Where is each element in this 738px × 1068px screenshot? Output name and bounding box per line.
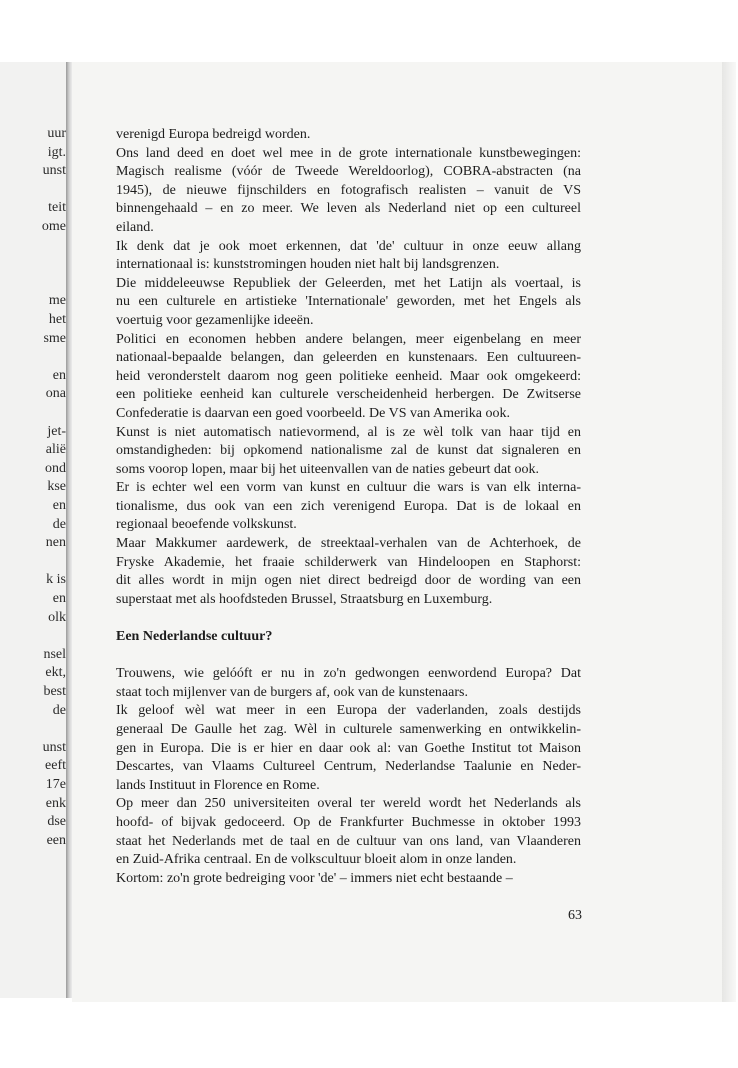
text-line: Ons land deed en doet wel mee in de grote internationale kunstbewegingen: [116, 145, 581, 161]
left-page-fragment: nsel [43, 646, 66, 662]
text-line: Magisch realisme (vóór de Tweede Wereldoorlog), COBRA-abstracten (na [116, 164, 581, 180]
left-page-fragment: een [46, 832, 66, 848]
text-line: Ik denk dat je ook moet erkennen, dat 'de' cultuur in onze eeuw allang [116, 238, 581, 254]
left-page-fragment: en [52, 591, 66, 606]
text-line: 1945), de nieuwe fijnschilders en fotografisch realisten – vanuit de VS [116, 182, 581, 198]
left-page-fragment: igt. [47, 144, 66, 160]
left-page-fragment: ome [41, 219, 66, 234]
left-page-fragment: nen [45, 535, 66, 551]
text-line: superstaat met als hoofdsteden Brussel, Straatsburg en Luxemburg. [116, 591, 493, 607]
text-line: Ik geloof wèl wat meer in een Europa der vaderlanden, zoals destijds [116, 703, 581, 719]
left-page-fragment: best [43, 684, 66, 699]
left-page-fragment: ond [45, 460, 66, 476]
text-line: soms voorop lopen, maar bij het uiteenvallen van de naties gebeurt dat ook. [116, 461, 539, 477]
left-page-fragment: teit [48, 200, 66, 216]
text-line: Er is echter wel een vorm van kunst en cultuur die wars is van elk interna- [116, 480, 581, 496]
page-number: 63 [568, 908, 582, 923]
text-line: een politieke eenheid kan culturele verscheidenheid herbergen. De Zwitserse [116, 387, 581, 403]
text-line: omstandigheden: bij opkomend nationalisme zal de kunst dat signaleren en [116, 443, 581, 459]
page-edge [722, 62, 736, 1002]
text-line: Trouwens, wie gelóóft er nu in zo'n gedwongen eenwordend Europa? Dat [116, 666, 581, 682]
left-page-fragment: en [52, 498, 66, 513]
left-page-fragment: ekt, [45, 665, 66, 681]
text-line: Fryske Akademie, het fraaie schilderwerk van Hindeloopen en Staphorst: [116, 554, 581, 570]
text-line: binnengehaald – en zo meer. We leven als Nederland niet op een cultureel [116, 201, 581, 217]
section-heading: Een Nederlandse cultuur? [116, 629, 273, 645]
text-line: internationaal is: kunststromingen houden niet halt bij landsgrenzen. [116, 257, 500, 273]
left-page-fragment: unst [42, 163, 66, 179]
left-page-fragment: alië [45, 442, 66, 458]
text-line: Op meer dan 250 universiteiten overal ter wereld wordt het Nederlands als [116, 796, 581, 812]
left-page-fragment: dse [47, 814, 66, 830]
text-line: Politici en economen hebben andere belangen, meer eigenbelang en meer [116, 331, 581, 347]
text-line: en Zuid-Afrika centraal. En de volkscultuur bloeit alom in onze landen. [116, 852, 517, 868]
text-line: Kunst is niet automatisch natievormend, al is ze wèl tolk van haar tijd en [116, 424, 581, 440]
left-page-fragment: enk [45, 795, 66, 811]
text-line: heid veronderstelt daarom nog geen politieke eenheid. Maar ook omgekeerd: [116, 368, 581, 384]
left-page-fragment: uur [47, 126, 66, 141]
left-page-fragment: me [48, 293, 66, 309]
text-line: lands Instituut in Florence en Rome. [116, 777, 320, 793]
left-page-fragment: unst [42, 739, 66, 755]
text-line: regionaal beoefende volkskunst. [116, 517, 297, 533]
text-line: hoofd- of bijvak gedoceerd. Op de Frankfurter Buchmesse in oktober 1993 [116, 814, 581, 830]
text-line: staat het Nederlands met de taal en de cultuur van ons land, van Vlaanderen [116, 833, 581, 849]
text-line: Die middeleeuwse Republiek der Geleerden, met het Latijn als voertaal, is [116, 275, 581, 291]
text-line: nationaal-bepaalde belangen, dan geleerden en kunstenaars. Een cultuureen- [116, 350, 581, 366]
left-page-fragment: het [48, 312, 66, 327]
text-line: tionalisme, dus ook van een zich verenigend Europa. Dat is de lokaal en [116, 498, 581, 514]
text-line: verenigd Europa bedreigd worden. [116, 127, 311, 142]
left-page-fragment: eeft [45, 758, 66, 774]
left-page-fragment: de [52, 516, 66, 532]
text-line: Descartes, van Vlaams Cultureel Centrum, Nederlandse Taalunie en Neder- [116, 759, 581, 775]
text-line: voertuig voor gezamenlijke ideeën. [116, 312, 314, 328]
text-line: dit alles wordt in mijn ogen niet direct bedreigd door de wording van een [116, 573, 581, 589]
text-line: Kortom: zo'n grote bedreiging voor 'de' – immers niet echt bestaande – [116, 870, 513, 886]
left-page-fragment: en [52, 367, 66, 383]
text-line: generaal De Gaulle het zag. Wèl in culturele samenwerking en ontwikkelin- [116, 722, 581, 737]
left-page-fragment: ona [45, 386, 66, 402]
text-line: nu een culturele en artistieke 'Internationale' geworden, met het Engels als [116, 294, 581, 310]
left-page [0, 62, 66, 998]
left-page-fragment: kse [47, 479, 66, 495]
text-line: eiland. [116, 219, 154, 235]
text-line: Maar Makkumer aardewerk, de streektaal-verhalen van de Achterhoek, de [116, 536, 581, 552]
text-line: staat toch mijlenver van de burgers af, ook van de kunstenaars. [116, 684, 468, 700]
left-page-fragment: de [52, 702, 66, 718]
left-page-fragment: 17e [45, 777, 66, 792]
left-page-fragment: k is [46, 572, 66, 588]
text-line: Confederatie is daarvan een goed voorbeeld. De VS van Amerika ook. [116, 405, 510, 421]
body-text [116, 126, 581, 888]
left-page-fragment: olk [48, 609, 66, 625]
left-page-fragment: sme [43, 330, 66, 346]
left-page-fragment: jet- [47, 423, 66, 439]
text-line: gen in Europa. Die is er hier en daar ook al: van Goethe Institut tot Maison [116, 740, 581, 756]
